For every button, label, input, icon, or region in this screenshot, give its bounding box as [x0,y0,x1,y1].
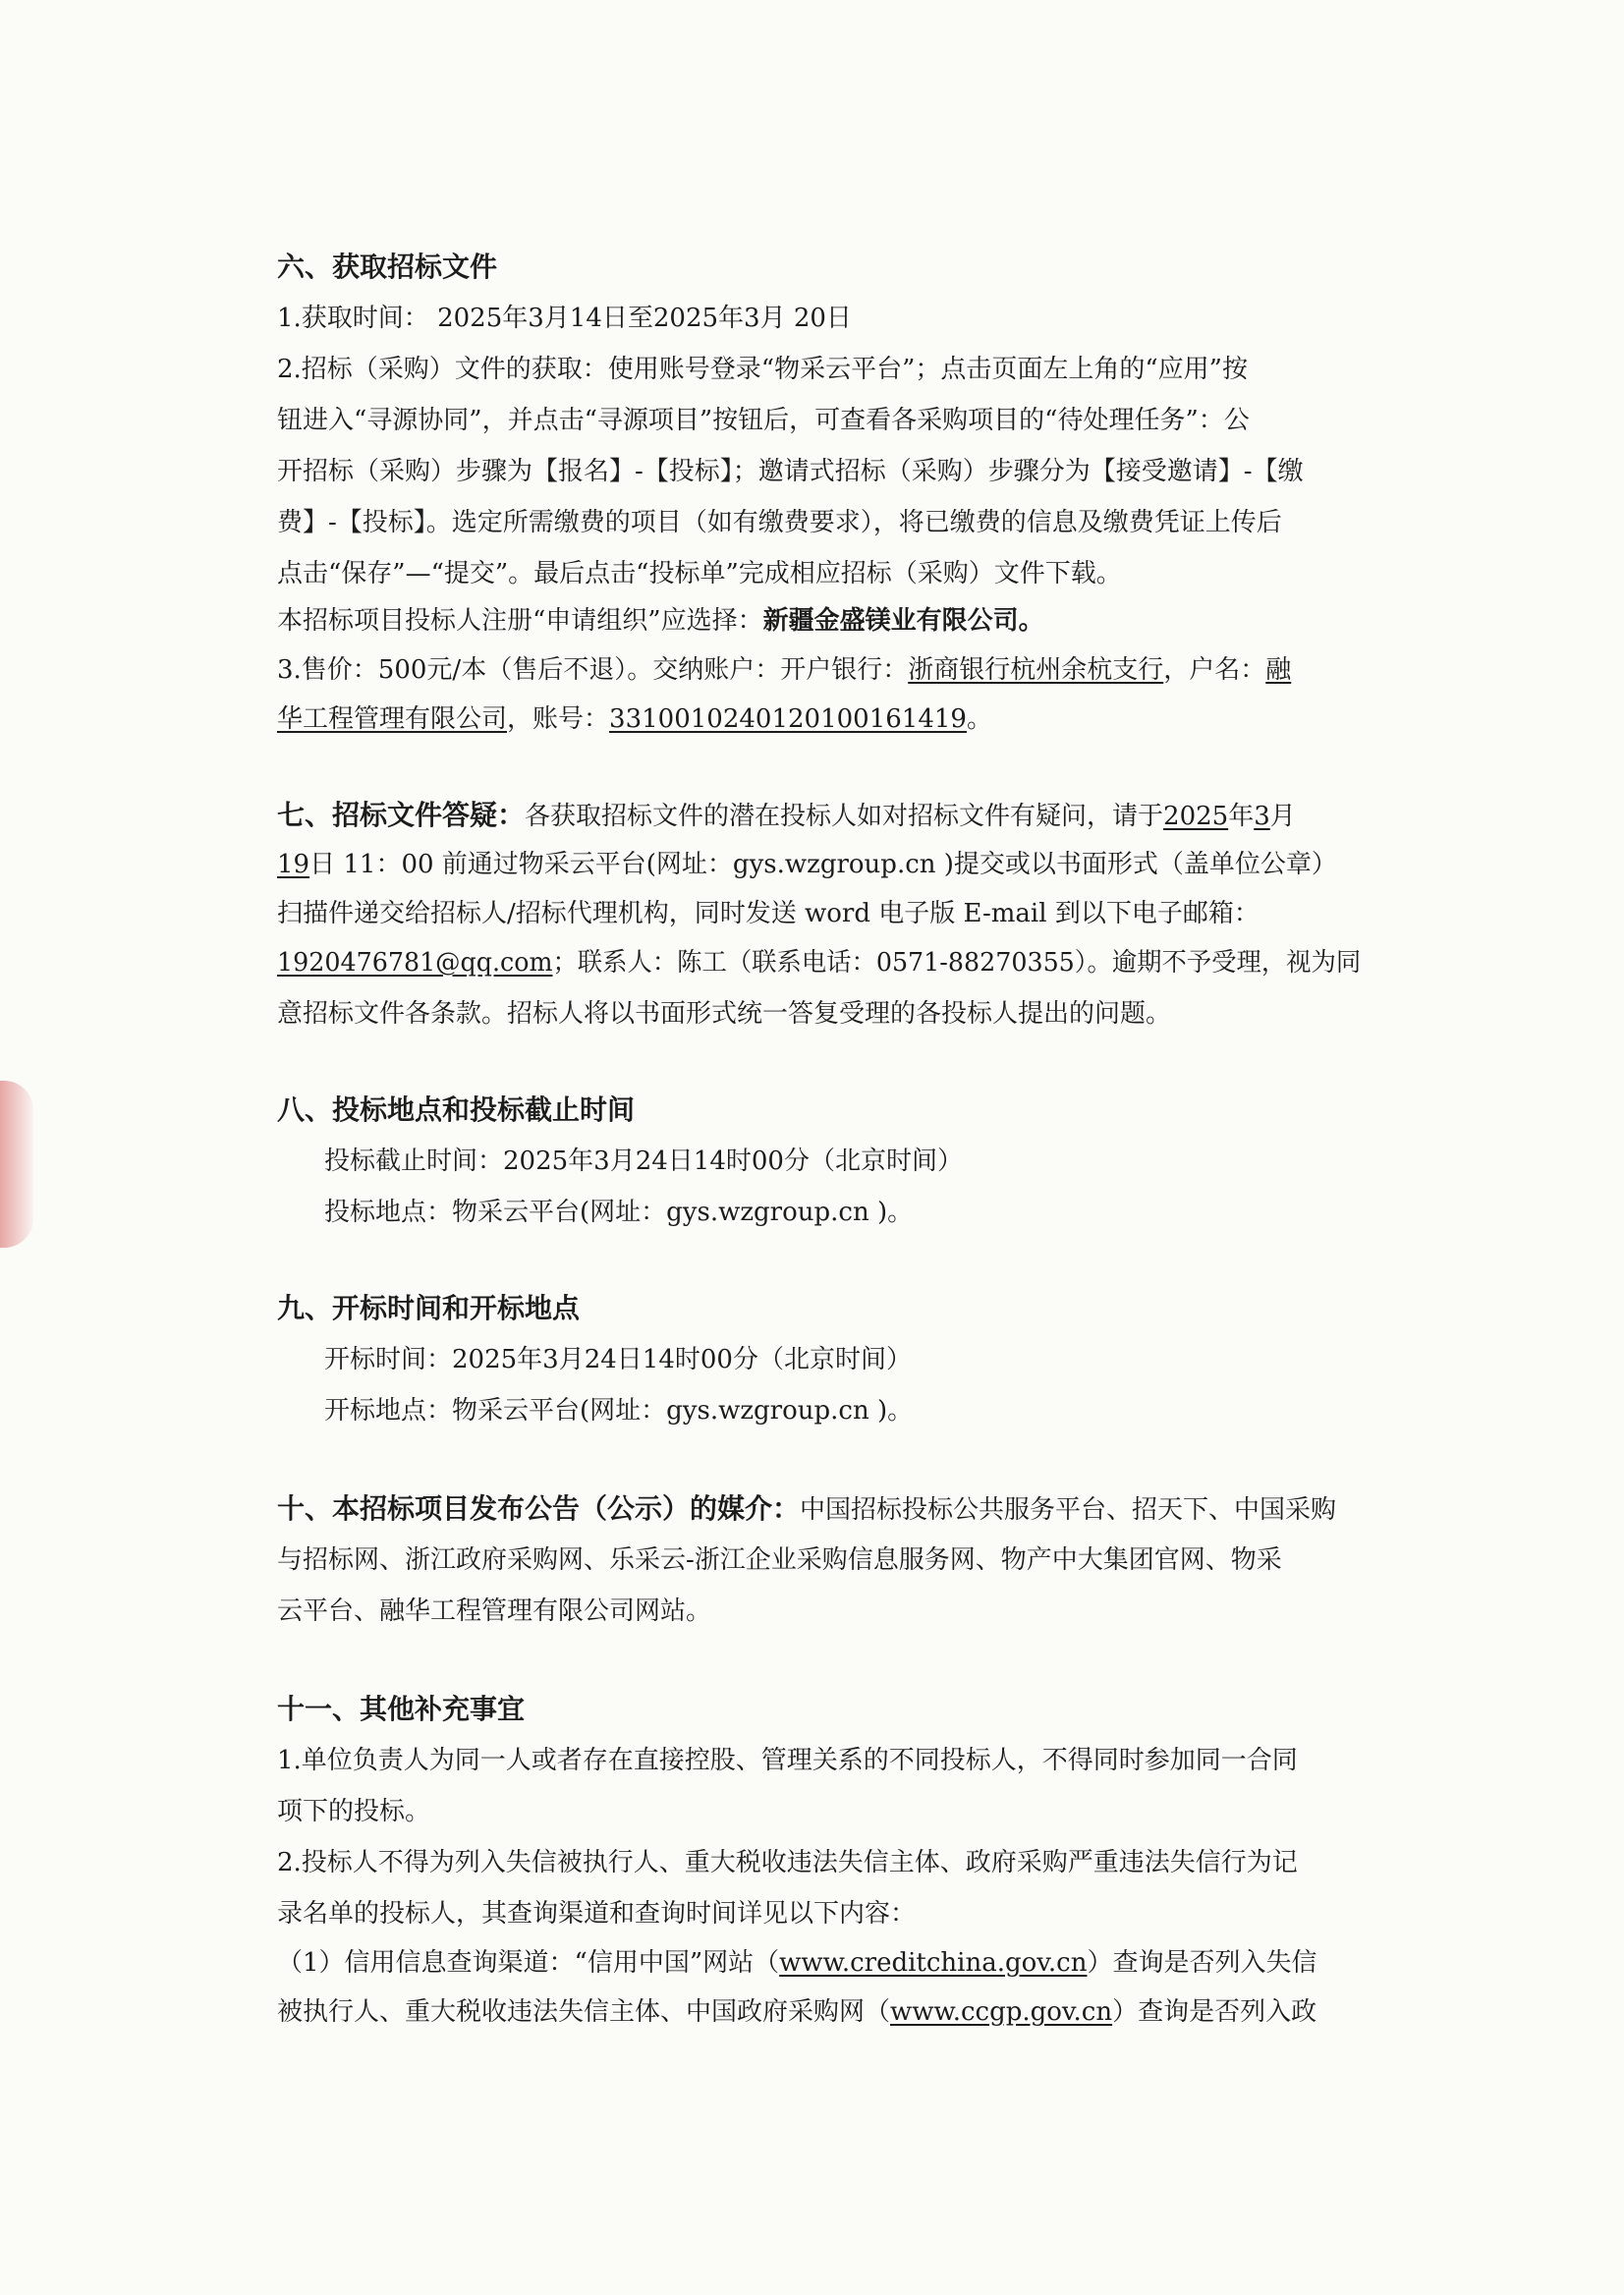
s11-line-3: 2.投标人不得为列入失信被执行人、重大税收违法失信主体、政府采购严重违法失信行为记 [277,1848,1298,1877]
creditchina-link[interactable]: www.creditchina.gov.cn [779,1948,1088,1978]
s11-line-6 [277,1994,1316,2030]
s7-text-1: 各获取招标文件的潜在投标人如对招标文件有疑问，请于 [525,802,1164,831]
red-stamp-edge [0,1081,33,1248]
s11-text-6a: 被执行人、重大税收违法失信主体、中国政府采购网（ [277,1997,891,2027]
s6-line-7 [277,603,1044,639]
deadline-year: 2025 [1163,802,1229,831]
s11-text-6c: ）查询是否列入政 [1112,1997,1317,2027]
s6-line-3: 钮进入“寻源协同”，并点击“寻源项目”按钮后，可查看各采购项目的“待处理任务”：公 [277,406,1250,435]
s7-line-5: 意招标文件各条款。招标人将以书面形式统一答复受理的各投标人提出的问题。 [277,999,1172,1029]
email-link[interactable]: 1920476781@qq.com [277,948,553,978]
ccgp-link[interactable]: www.ccgp.gov.cn [890,1997,1113,2027]
s7-line-2 [277,847,1337,882]
bid-location: 投标地点：物采云平台(网址：gys.wzgroup.cn )。 [324,1198,914,1227]
s6-line-1: 1.获取时间： 2025年3月14日至2025年3月 20日 [277,304,852,333]
bank-name: 浙商银行杭州余杭支行 [908,655,1164,685]
bid-deadline: 投标截止时间：2025年3月24日14时00分（北京时间） [324,1147,963,1176]
section-11-title: 十一、其他补充事宜 [277,1693,526,1725]
s7-line-3: 扫描件递交给招标人/招标代理机构，同时发送 word 电子版 E-mail 到以下电子邮箱： [277,899,1260,928]
account-number-label: ，账号： [507,704,610,734]
s11-text-5a: （1）信用信息查询渠道：“信用中国”网站（ [277,1948,780,1978]
account-name-part2: 华工程管理有限公司 [277,704,508,734]
s11-line-5 [277,1945,1317,1981]
account-name-label: ，户名： [1163,655,1266,685]
deadline-day: 19 [277,850,310,879]
section-8-title: 八、投标地点和投标截止时间 [277,1093,636,1126]
s6-line-7-label: 本招标项目投标人注册“申请组织”应选择： [277,606,763,636]
s11-line-2: 项下的投标。 [277,1797,431,1826]
period: 。 [966,704,992,734]
month-char: 月 [1269,802,1296,831]
section-10-title: 十、本招标项目发布公告（公示）的媒介： [277,1492,801,1525]
s6-line-8 [277,652,1291,688]
section-9-title: 九、开标时间和开标地点 [277,1292,581,1324]
deadline-month: 3 [1254,802,1270,831]
s6-line-4: 开招标（采购）步骤为【报名】-【投标】；邀请式招标（采购）步骤分为【接受邀请】-【缴 [277,457,1304,486]
opening-location: 开标地点：物采云平台(网址：gys.wzgroup.cn )。 [324,1396,914,1426]
account-name-part1: 融 [1265,655,1292,685]
s6-line-6: 点击“保存”—“提交”。最后点击“投标单”完成相应招标（采购）文件下载。 [277,559,1122,588]
s11-line-1: 1.单位负责人为同一人或者存在直接控股、管理关系的不同投标人，不得同时参加同一合同 [277,1746,1298,1775]
s6-line-9 [277,701,992,737]
s11-line-4: 录名单的投标人，其查询渠道和查询时间详见以下内容： [277,1899,917,1929]
s7-line-4 [277,945,1361,980]
s7-text-2: 日 11：00 前通过物采云平台(网址：gys.wzgroup.cn )提交或以书面形式（盖单位公章） [309,850,1337,879]
account-number: 3310010240120100161419 [609,704,967,734]
s6-line-2: 2.招标（采购）文件的获取：使用账号登录“物采云平台”；点击页面左上角的“应用”按 [277,355,1248,384]
s6-line-5: 费】-【投标】。选定所需缴费的项目（如有缴费要求），将已缴费的信息及缴费凭证上传后 [277,508,1282,537]
s11-text-5c: ）查询是否列入失信 [1087,1948,1317,1978]
s7-line-1 [277,798,1296,834]
section-7-title: 七、招标文件答疑： [277,799,526,831]
organization-name: 新疆金盛镁业有限公司。 [762,606,1044,636]
s10-text-1: 中国招标投标公共服务平台、招天下、中国采购 [800,1495,1337,1525]
s10-line-2: 与招标网、浙江政府采购网、乐采云-浙江企业采购信息服务网、物产中大集团官网、物采 [277,1545,1282,1575]
price-text: 3.售价：500元/本（售后不退）。交纳账户：开户银行： [277,655,909,685]
s10-line-1 [277,1491,1336,1528]
contact-text: ；联系人：陈工（联系电话：0571-88270355）。逾期不予受理，视为同 [552,948,1362,978]
year-char: 年 [1228,802,1255,831]
section-6-title: 六、获取招标文件 [277,251,498,283]
opening-time: 开标时间：2025年3月24日14时00分（北京时间） [324,1345,912,1374]
s10-line-3: 云平台、融华工程管理有限公司网站。 [277,1596,712,1626]
